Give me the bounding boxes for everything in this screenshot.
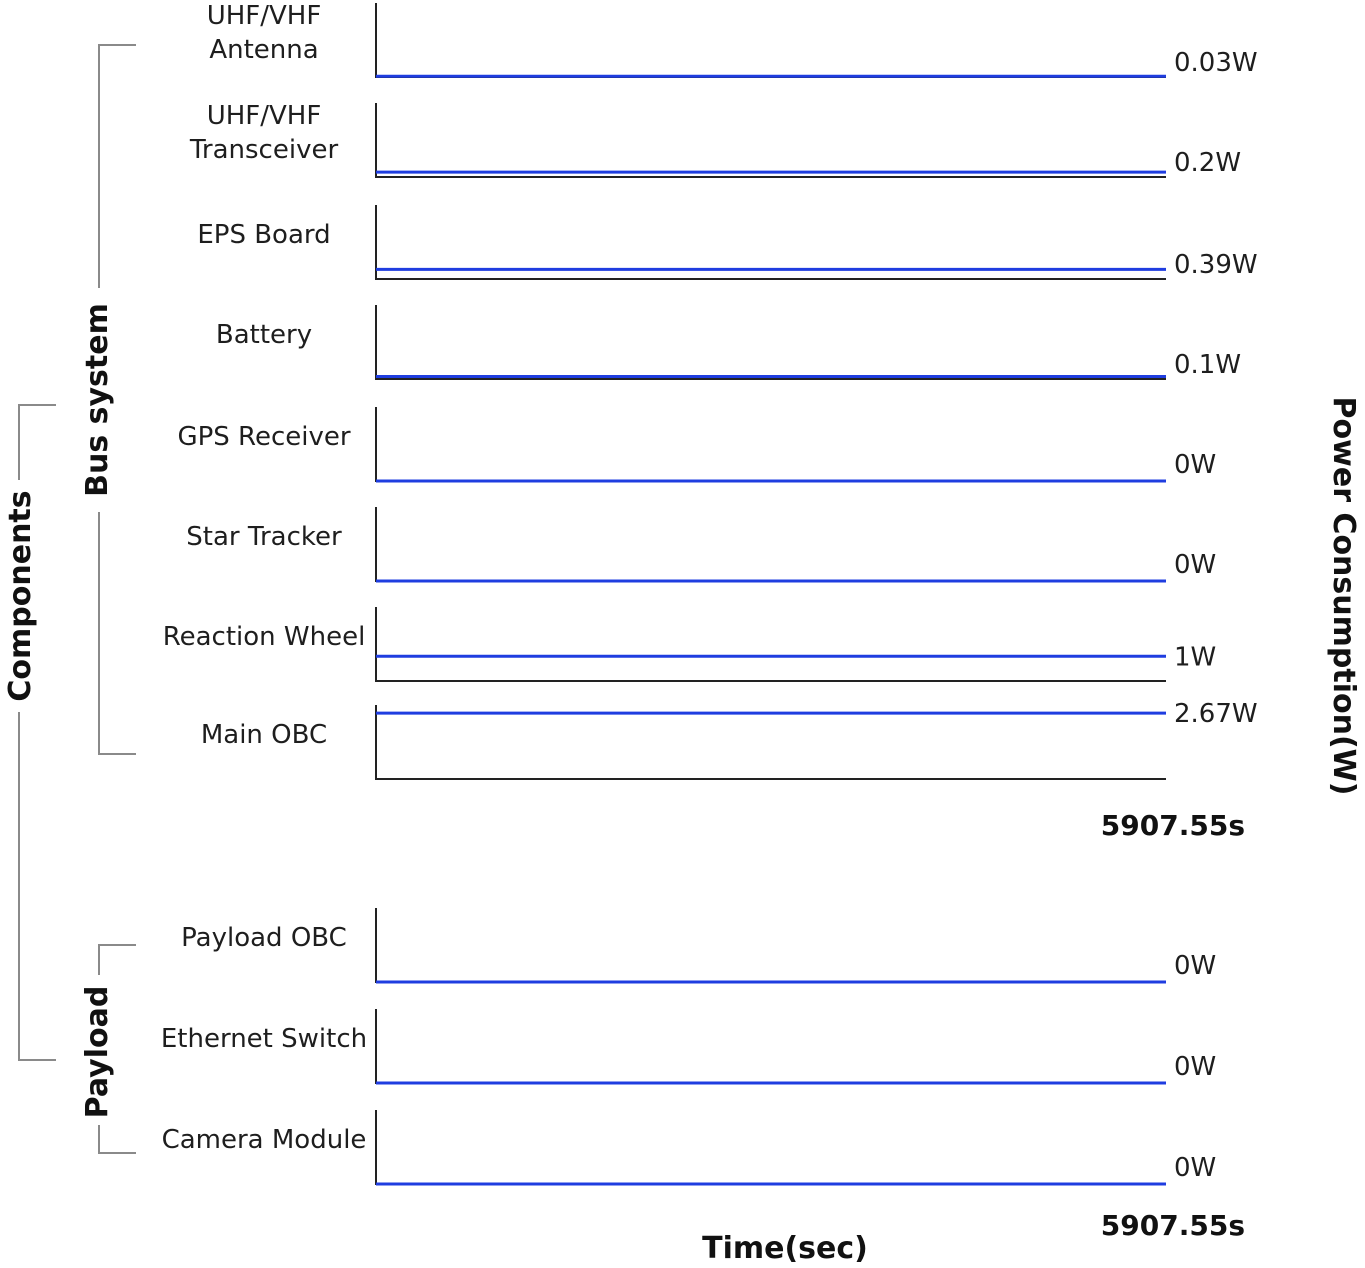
component-label-eps-board: EPS Board bbox=[197, 220, 331, 250]
component-label-uhf-vhf-antenna: Antenna bbox=[209, 35, 319, 65]
value-label-camera-module: 0W bbox=[1174, 1153, 1217, 1183]
value-label-reaction-wheel: 1W bbox=[1174, 642, 1217, 673]
value-label-battery: 0.1W bbox=[1174, 350, 1242, 380]
value-label-uhf-vhf-transceiver: 0.2W bbox=[1174, 148, 1242, 178]
component-label-gps-receiver: GPS Receiver bbox=[177, 422, 351, 452]
value-label-gps-receiver: 0W bbox=[1174, 450, 1217, 480]
root-label-components: Components bbox=[3, 490, 38, 702]
panel-axis-payload-obc bbox=[376, 908, 1166, 982]
bracket-components-bottom bbox=[19, 712, 56, 1060]
panel-axis-camera-module bbox=[376, 1110, 1166, 1184]
end-time-label-bus-system: 5907.55s bbox=[1100, 809, 1245, 842]
component-label-uhf-vhf-antenna: UHF/VHF bbox=[206, 1, 322, 31]
component-label-star-tracker: Star Tracker bbox=[186, 522, 342, 552]
panel-axis-main-obc bbox=[376, 705, 1166, 779]
chart-labels bbox=[3, 1, 1361, 1266]
value-label-main-obc: 2.67W bbox=[1174, 699, 1258, 730]
component-label-uhf-vhf-transceiver: UHF/VHF bbox=[206, 101, 322, 131]
panel-axis-battery bbox=[376, 305, 1166, 379]
component-label-uhf-vhf-transceiver: Transceiver bbox=[189, 135, 339, 165]
component-panels bbox=[376, 3, 1166, 1184]
value-label-star-tracker: 0W bbox=[1174, 550, 1217, 580]
panel-axis-ethernet-switch bbox=[376, 1009, 1166, 1083]
group-label-bus-system: Bus system bbox=[80, 303, 115, 497]
bracket-bus-system-bottom bbox=[99, 512, 136, 754]
panel-axis-uhf-vhf-antenna bbox=[376, 3, 1166, 77]
value-label-uhf-vhf-antenna: 0.03W bbox=[1174, 48, 1258, 78]
component-label-camera-module: Camera Module bbox=[161, 1125, 367, 1155]
bracket-payload-bottom bbox=[99, 1125, 136, 1153]
component-label-payload-obc: Payload OBC bbox=[181, 923, 347, 953]
bracket-payload-top bbox=[99, 945, 136, 975]
x-axis-title: Time(sec) bbox=[702, 1231, 868, 1266]
value-label-eps-board: 0.39W bbox=[1174, 250, 1258, 280]
bracket-bus-system-top bbox=[99, 45, 136, 288]
end-time-label-payload: 5907.55s bbox=[1100, 1209, 1245, 1242]
component-label-battery: Battery bbox=[215, 320, 313, 350]
value-label-payload-obc: 0W bbox=[1174, 951, 1217, 981]
value-label-ethernet-switch: 0W bbox=[1174, 1052, 1217, 1082]
component-label-main-obc: Main OBC bbox=[200, 720, 328, 750]
component-label-reaction-wheel: Reaction Wheel bbox=[162, 622, 366, 652]
panel-axis-reaction-wheel bbox=[376, 607, 1166, 681]
bracket-components-top bbox=[19, 405, 56, 480]
component-label-ethernet-switch: Ethernet Switch bbox=[160, 1024, 368, 1054]
panel-axis-gps-receiver bbox=[376, 407, 1166, 481]
panel-axis-star-tracker bbox=[376, 507, 1166, 581]
panel-axis-uhf-vhf-transceiver bbox=[376, 103, 1166, 177]
group-label-payload: Payload bbox=[80, 985, 115, 1119]
y-axis-title: Power Consumption(W) bbox=[1326, 396, 1361, 796]
